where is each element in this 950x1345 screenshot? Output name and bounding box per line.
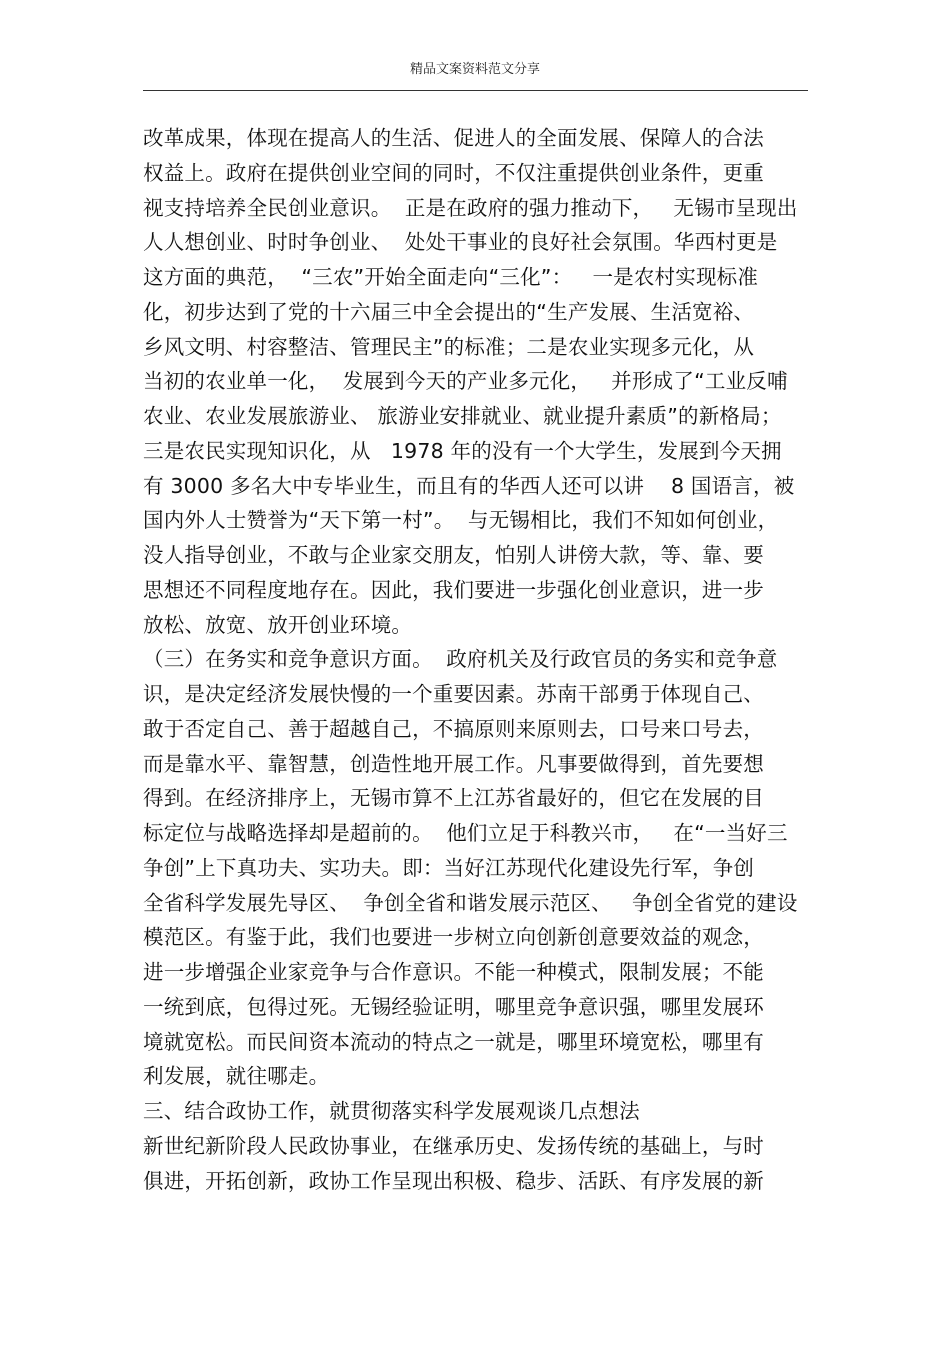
body-line: 改革成果，体现在提高人的生活、促进人的全面发展、保障人的合法 <box>143 126 764 150</box>
section-heading: 三、结合政协工作，就贯彻落实科学发展观谈几点想法 <box>143 1099 640 1123</box>
body-line: 模范区。有鉴于此，我们也要进一步树立向创新创意要效益的观念， <box>143 925 764 950</box>
body-line: 有 3000 多名大中专毕业生，而且有的华西人还可以讲 8 国语言，被 <box>143 473 795 498</box>
body-line: 境就宽松。而民间资本流动的特点之一就是，哪里环境宽松，哪里有 <box>143 1029 764 1054</box>
header-title: 精品文案资料范文分享 <box>409 62 540 77</box>
body-line: 新世纪新阶段人民政协事业，在继承历史、发扬传统的基础上，与时 <box>143 1133 764 1158</box>
body-line: 识，是决定经济发展快慢的一个重要因素。苏南干部勇于体现自己、 <box>143 682 764 706</box>
section-heading: （三）在务实和竞争意识方面。 政府机关及行政官员的务实和竞争意 <box>143 647 778 672</box>
body-line: 俱进，开拓创新，政协工作呈现出积极、稳步、活跃、有序发展的新 <box>143 1168 764 1193</box>
body-line: 放松、放宽、放开创业环境。 <box>143 612 413 637</box>
page-header <box>0 62 950 78</box>
body-line: 人人想创业、时时争创业、 处处干事业的良好社会氛围。华西村更是 <box>143 230 778 255</box>
body-line: 利发展，就往哪走。 <box>143 1064 330 1089</box>
body-line: 而是靠水平、靠智慧，创造性地开展工作。凡事要做得到，首先要想 <box>143 751 764 776</box>
body-line: 权益上。政府在提供创业空间的同时，不仅注重提供创业条件，更重 <box>143 160 764 185</box>
body-line: 这方面的典范， “三农”开始全面走向“三化”： 一是农村实现标准 <box>143 265 759 289</box>
body-line: 思想还不同程度地存在。因此，我们要进一步强化创业意识，进一步 <box>143 577 764 602</box>
body-line: 敢于否定自己、善于超越自己，不搞原则来原则去，口号来口号去， <box>143 716 764 741</box>
body-line: 得到。在经济排序上，无锡市算不上江苏省最好的，但它在发展的目 <box>143 786 764 811</box>
body-line: 农业、农业发展旅游业、 旅游业安排就业、就业提升素质”的新格局； <box>143 404 782 428</box>
body-line: 乡风文明、村容整洁、管理民主”的标准；二是农业实现多元化，从 <box>143 334 755 359</box>
body-line: 当初的农业单一化， 发展到今天的产业多元化， 并形成了“工业反哺 <box>143 369 788 394</box>
body-line: 争创”上下真功夫、实功夫。即：当好江苏现代化建设先行军，争创 <box>143 855 755 880</box>
header-divider <box>143 90 808 91</box>
body-line: 一统到底，包得过死。无锡经验证明，哪里竞争意识强，哪里发展环 <box>143 994 764 1019</box>
body-line: 全省科学发展先导区、 争创全省和谐发展示范区、 争创全省党的建设 <box>143 890 798 915</box>
document-body <box>143 121 823 1198</box>
body-line: 没人指导创业，不敢与企业家交朋友，怕别人讲傍大款，等、靠、要 <box>143 543 764 567</box>
body-line: 化，初步达到了党的十六届三中全会提出的“生产发展、生活宽裕、 <box>143 299 755 324</box>
body-line: 进一步增强企业家竞争与合作意识。不能一种模式，限制发展；不能 <box>143 960 764 984</box>
body-line: 国内外人士赞誉为“天下第一村”。 与无锡相比，我们不知如何创业， <box>143 508 779 533</box>
body-line: 三是农民实现知识化，从 1978 年的没有一个大学生，发展到今天拥 <box>143 438 782 463</box>
body-line: 视支持培养全民创业意识。 正是在政府的强力推动下， 无锡市呈现出 <box>143 195 798 220</box>
body-line: 标定位与战略选择却是超前的。 他们立足于科教兴市， 在“一当好三 <box>143 821 788 845</box>
